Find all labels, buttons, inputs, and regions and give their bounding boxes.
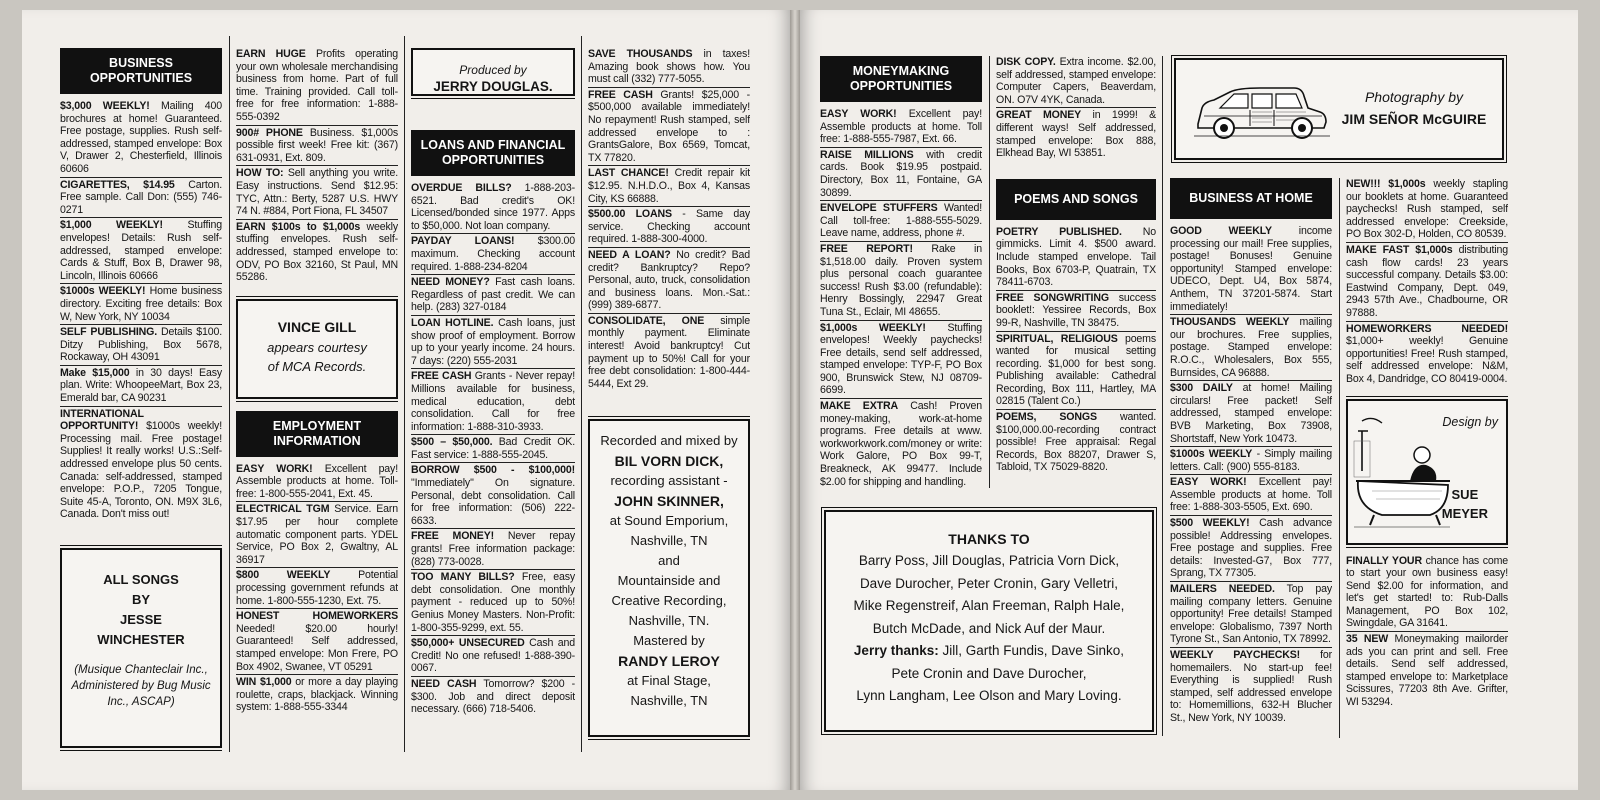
classified-ad bbox=[1346, 555, 1508, 633]
homeworkers-column bbox=[1346, 178, 1508, 738]
ad-text: at home! Mailing circulars! Free packet! Self addressed, stamped envelope: BVB Marketing, Box 73908, Shortstaff, New York 10473. bbox=[1170, 382, 1332, 445]
ad-text: Needed! $20.00 hourly! Guaranteed! Self addressed, stamped envelope: Mon Frere, PO Box 4902, Swanee, VT 05291 bbox=[236, 622, 398, 673]
ad-title: CONSOLIDATE, ONE bbox=[588, 314, 705, 327]
photographer-name: JIM SEÑOR McGUIRE bbox=[1341, 111, 1487, 127]
classified-ad bbox=[996, 56, 1156, 108]
classified-ad bbox=[411, 678, 575, 717]
section-heading: BUSINESS OPPORTUNITIES bbox=[60, 48, 222, 94]
credit-line: JESSE bbox=[120, 612, 162, 627]
jerry-thanks-label: Jerry thanks: bbox=[853, 643, 939, 658]
credit-line: Creative Recording, bbox=[611, 593, 727, 609]
ad-text: Moneymaking mailorder ads you can print and sell. Free details. Send self addressed, stamped envelope to: Marketplace Scissures, 77203 8th Ave. Grifter, WI 53294. bbox=[1346, 633, 1508, 709]
ad-text: $1000s weekly! Processing mail. Free postage! Supplies! It really works! U.S.:Self-addressed envelope plus 50 cents. Canada: self-addressed, stamped envelope: P.O.P., 7205 Tongue, Suite 45-A, Toronto, ON. M9X 3L6, Canada. Don't miss out! bbox=[60, 420, 222, 521]
classified-ad bbox=[411, 571, 575, 636]
credit-line: Mastered by bbox=[633, 633, 705, 649]
ad-title: $3,000 WEEKLY! bbox=[60, 100, 150, 112]
thanks-line: Lynn Langham, Lee Olson and Mary Loving. bbox=[856, 688, 1122, 703]
ad-text: chance has come to start your own business easy! Send $2.00 for information, and let's get started! to: Rub-Dalls Management, PO Box 102, Swingdale, GA 31641. bbox=[1346, 554, 1508, 630]
ad-text: $1,000+ weekly! Genuine opportunities! Free! Rush stamped, self addressed envelope: N&M, Box 4, Dandridge, CO 80419-0004. bbox=[1346, 335, 1508, 385]
section-heading: EMPLOYMENT INFORMATION bbox=[236, 411, 398, 457]
engineer-name: BIL VORN DICK, bbox=[614, 453, 724, 470]
ad-title: FREE MONEY! bbox=[411, 530, 494, 543]
ad-text: income processing our mail! Free supplies, postage! Bonuses! Genuine opportunity! Stamped envelope: UDECO, Dept. U4, Box 5874, Anthem, TN 37201-5874. Start immediately! bbox=[1170, 225, 1332, 313]
ad-title: TOO MANY BILLS? bbox=[411, 571, 515, 584]
bathtub-illustration-icon bbox=[1352, 411, 1452, 531]
ad-text: Details $100. Ditzy Publishing, Box 5678, Rockaway, OH 43091 bbox=[60, 326, 222, 364]
column-rule bbox=[581, 36, 582, 752]
ad-text: Excellent pay! Assemble products at home. Toll free: 1-888-555-7987, Ext. 66. bbox=[820, 108, 982, 146]
classified-ad bbox=[820, 243, 982, 321]
classified-ad bbox=[236, 569, 398, 609]
ad-title: WEEKLY PAYCHECKS! bbox=[1170, 649, 1301, 661]
design-credit-box bbox=[1346, 399, 1508, 545]
classified-ad bbox=[60, 219, 222, 284]
classified-ad bbox=[820, 149, 982, 201]
ad-text: Mailing 400 brochures at home! Guaranteed. Free postage, supplies. Rush self-addressed, stamped envelope: Box V, Drawer 2, Chesterfield, Illinois 60606 bbox=[60, 100, 222, 175]
classified-ad bbox=[236, 503, 398, 568]
ad-title: NEED MONEY? bbox=[411, 276, 490, 289]
mastering-name: RANDY LEROY bbox=[618, 653, 720, 670]
credit-line: BY bbox=[131, 592, 151, 607]
ad-title: CIGARETTES, $14.95 bbox=[60, 178, 175, 191]
booklet-spine bbox=[790, 10, 800, 790]
classified-ad bbox=[1346, 633, 1508, 710]
assistant-name: JOHN SKINNER, bbox=[614, 493, 724, 510]
ad-text: Grants - Never repay! Millions available for business, medical education, debt consolidation. Call for free information: 1-888-310-3933. bbox=[411, 370, 575, 433]
ad-title: $1000s WEEKLY bbox=[1170, 448, 1253, 461]
classified-ad bbox=[411, 637, 575, 677]
credit-line: Nashville, TN bbox=[630, 533, 708, 549]
ad-title: FREE SONGWRITING bbox=[996, 291, 1109, 304]
classified-ad bbox=[411, 276, 575, 316]
ad-title: EASY WORK! bbox=[236, 462, 313, 475]
classified-ad bbox=[236, 676, 398, 715]
classified-ad bbox=[1170, 382, 1332, 447]
ad-text: in 30 days! Easy plan. Write: WhoopeeMart, Box 23, Emerald bar, CA 90231 bbox=[60, 366, 222, 405]
classified-ad bbox=[1170, 649, 1332, 726]
ad-title: SAVE THOUSANDS bbox=[588, 48, 693, 60]
classified-ad bbox=[1170, 448, 1332, 475]
publisher-note: (Musique Chanteclair Inc., Administered by Bug Music Inc., ASCAP) bbox=[71, 664, 211, 708]
ad-text: Stuffing envelopes! Details: Rush self-addressed, stamped envelope: Cards & Stuff, Box B, Drawer 98, Lincoln, Illinois 60666 bbox=[60, 219, 222, 282]
ad-text: Extra income. $2.00, self addressed, stamped envelope: Computer Capers, Beaverdam, ON. O7V 4YK, Canada. bbox=[996, 56, 1156, 106]
producer-credit-box bbox=[411, 48, 575, 96]
ad-text: Cash and Credit! No one refused! 1-888-390-0067. bbox=[411, 637, 575, 675]
credit-line: of MCA Records. bbox=[267, 358, 367, 374]
ad-text: Profits operating your own wholesale merchandising business from home. Part of full time. Training provided. Call toll-free for free information: 1-888-555-0392 bbox=[236, 48, 398, 123]
ad-text: Tomorrow? $200 - $300. Job and direct deposit necessary. (666) 718-5406. bbox=[411, 677, 575, 716]
ad-title: $300 DAILY bbox=[1170, 382, 1233, 395]
ad-title: THOUSANDS WEEKLY bbox=[1170, 316, 1290, 329]
classified-ad bbox=[996, 333, 1156, 411]
classified-ad bbox=[60, 100, 222, 178]
ad-text: Potential processing government refunds at home. 1-800-555-1230, Ext. 75. bbox=[236, 569, 398, 607]
classified-ad bbox=[236, 127, 398, 167]
ad-text: - Same day service. Checking account required. 1-888-300-4000. bbox=[588, 208, 750, 246]
ad-text: Home business directory. Exciting free details: Box W, New York, NY 10034 bbox=[60, 285, 222, 323]
ad-title: POETRY PUBLISHED. bbox=[996, 225, 1122, 238]
ad-title: HOMEWORKERS NEEDED! bbox=[1346, 322, 1508, 335]
ad-title: FREE CASH bbox=[588, 88, 653, 101]
ad-text: for homemailers. No start-up fee! Everything is supplied! Rush stamped, self addressed envelope to: Homemillions, 632-H Blucher St., New York, NY 10039. bbox=[1170, 649, 1332, 724]
ad-text: poems wanted for musical setting recording. $1,000 for best song. Publishing available: Cathedral Recording, Box 111, Hartley, MA 02815 (Talent Co.) bbox=[996, 332, 1156, 408]
classified-ad bbox=[996, 109, 1156, 160]
classified-ad bbox=[1170, 517, 1332, 582]
ad-title: MAILERS NEEDED. bbox=[1170, 583, 1275, 596]
credit-line: and bbox=[658, 553, 680, 569]
ad-title: OVERDUE BILLS? bbox=[411, 182, 512, 194]
ad-title: 900# PHONE bbox=[236, 126, 303, 139]
ad-title: DISK COPY. bbox=[996, 56, 1056, 68]
ad-title: 35 NEW bbox=[1346, 633, 1389, 646]
ad-title: $1000s WEEKLY! bbox=[60, 285, 146, 298]
ad-title: MAKE EXTRA bbox=[820, 400, 898, 413]
ad-text: or more a day playing roulette, craps, blackjack. Winning system: 1-888-555-3344 bbox=[236, 676, 398, 714]
credit-line: Photography by bbox=[1364, 89, 1464, 105]
ad-text: - Simply mailing letters. Call: (900) 555-8183. bbox=[1170, 448, 1332, 473]
thanks-line: Pete Cronin and Dave Durocher, bbox=[891, 665, 1087, 681]
column-rule bbox=[1339, 178, 1340, 738]
ad-title: $50,000+ UNSECURED bbox=[411, 637, 525, 650]
ad-title: Make $15,000 bbox=[60, 366, 130, 379]
thanks-line: Dave Durocher, Peter Cronin, Gary Velletri, bbox=[859, 575, 1119, 591]
classified-ad bbox=[996, 226, 1156, 291]
classified-ad bbox=[820, 322, 982, 400]
classified-ad bbox=[1346, 323, 1508, 387]
ad-text: Bad Credit OK. Fast service: 1-888-555-2045. bbox=[411, 436, 575, 461]
section-heading: MONEYMAKING OPPORTUNITIES bbox=[820, 56, 982, 102]
loans-column bbox=[411, 48, 575, 764]
ad-text: Credit repair kit $12.95. N.H.D.O., Box 4, Kansas City, KS 66888. bbox=[588, 167, 750, 205]
ad-text: Excellent pay! Assemble products at home. Toll free: 1-888-303-5505, Ext. 690. bbox=[1170, 476, 1332, 514]
ad-text: $300.00 maximum. Checking account required. 1-888-234-8204 bbox=[411, 235, 575, 273]
ad-title: $1,000 WEEKLY! bbox=[60, 219, 163, 232]
thanks-line: Mike Regenstreif, Alan Freeman, Ralph Hale, bbox=[853, 598, 1125, 613]
classified-ad bbox=[60, 179, 222, 219]
ad-text: mailing our brochures. Free supplies, postage. Stamped envelope: R.O.C., Wholesalers, Box 555, Burnsides, CA 96888. bbox=[1170, 316, 1332, 379]
ad-text: Never repay grants! Free information package: (828) 773-0028. bbox=[411, 530, 575, 568]
credit-line: VINCE GILL bbox=[277, 318, 357, 335]
designer-last-name: MEYER bbox=[1441, 505, 1488, 521]
classified-ad bbox=[411, 235, 575, 275]
classified-ad bbox=[1170, 316, 1332, 381]
ad-text: 1-888-203-6521. Bad credit's OK! Licensed/bonded since 1977. Apps to $50,000. Not loan company. bbox=[411, 182, 575, 232]
classified-ad bbox=[411, 530, 575, 570]
classified-ad bbox=[1170, 583, 1332, 648]
classified-ad bbox=[1170, 225, 1332, 315]
credit-line: Mountainside and bbox=[617, 573, 721, 589]
classified-ad bbox=[411, 370, 575, 435]
section-heading: BUSINESS AT HOME bbox=[1170, 178, 1332, 219]
ad-title: SELF PUBLISHING. bbox=[60, 326, 158, 339]
classified-ad bbox=[588, 208, 750, 248]
ad-title: PAYDAY LOANS! bbox=[411, 235, 515, 248]
thanks-title: THANKS TO bbox=[948, 531, 1030, 547]
ad-title: EASY WORK! bbox=[1170, 476, 1247, 489]
ad-title: GREAT MONEY bbox=[996, 109, 1082, 122]
credit-line: Nashville, TN bbox=[630, 693, 708, 709]
ad-text: Rake in $1,518.00 daily. Proven system plus personal coach guarantee success! Rush $3.00 (refundable): Henry Bossingly, 22947 Great Tuna St., Eclair, MI 48655. bbox=[820, 242, 982, 318]
ad-title: EARN $100s to $1,000s bbox=[236, 220, 361, 233]
ad-title: FINALLY YOUR bbox=[1346, 554, 1422, 567]
column-rule bbox=[1162, 56, 1163, 736]
classified-ad bbox=[820, 400, 982, 489]
classified-ad bbox=[588, 315, 750, 392]
ad-text: Excellent pay! Assemble products at home. Toll-free: 1-800-555-2041, Ext. 45. bbox=[236, 462, 398, 500]
thanks-line: Barry Poss, Jill Douglas, Patricia Vorn Dick, bbox=[858, 553, 1120, 568]
ad-title: WIN $1,000 bbox=[236, 676, 292, 689]
ad-text: Cash! Proven money-making, work-at-home programs. Free details at www. workworkwork.com/money or write: Work Galore, PO Box 99-T, Breakneck, AK 99477. Include $2.00 for shipping and handling. bbox=[820, 400, 982, 488]
classified-ad bbox=[60, 408, 222, 522]
credit-line: Nashville, TN. bbox=[628, 613, 710, 629]
recording-credits-box bbox=[588, 419, 750, 737]
section-heading: POEMS AND SONGS bbox=[996, 179, 1156, 220]
ad-text: Cash advance possible! Addressing envelopes. Free postage and supplies. Free details: Invested-G7, Box 777, Sprang, TX 77305. bbox=[1170, 517, 1332, 580]
credit-line: at Final Stage, bbox=[627, 673, 711, 689]
classified-ad bbox=[588, 249, 750, 314]
classified-ad bbox=[236, 48, 398, 126]
classified-ad bbox=[236, 221, 398, 285]
ad-text: Free, easy debt consolidation. One monthly payment - reduced up to 50%! Genius Money Masters. Non-Profit: 1-800-355-9299, ext. 55. bbox=[411, 571, 575, 634]
classified-ad bbox=[236, 167, 398, 219]
ad-title: $500 WEEKLY! bbox=[1170, 517, 1250, 530]
ad-text: wanted. $100,000.00-recording contract possible! Free appraisal: Regal Records, Box 88207, Drawer S, Tabloid, TX 75029-8820. bbox=[996, 411, 1156, 474]
ad-title: $500.00 LOANS bbox=[588, 208, 672, 221]
woody-wagon-car-icon bbox=[1190, 78, 1330, 148]
ad-title: NEED CASH bbox=[411, 677, 477, 690]
ad-title: FREE CASH bbox=[411, 370, 472, 383]
classified-ad bbox=[820, 202, 982, 242]
classified-ad bbox=[411, 464, 575, 529]
ad-text: "Immediately" On signature. Personal, debt consolidation. Call for free information: (506) 222-6633. bbox=[411, 477, 575, 527]
ad-title: LAST CHANCE! bbox=[588, 167, 669, 180]
ad-text: success booklet!: Yessiree Records, Box 99-R, Nashville, TN 38475. bbox=[996, 291, 1156, 329]
ad-title: SPIRITUAL, RELIGIOUS bbox=[996, 332, 1118, 345]
ad-title: EASY WORK! bbox=[820, 108, 897, 120]
credit-line: ALL SONGS bbox=[103, 572, 179, 587]
classified-ad bbox=[820, 108, 982, 148]
column-rule bbox=[229, 36, 230, 752]
column-rule bbox=[989, 56, 990, 488]
ad-text: Carton. Free sample. Call Don: (555) 746-0271 bbox=[60, 178, 222, 216]
ad-text: No gimmicks. Limit 4. $500 award. Include stamped envelope. Tail Books, Box 6703-P, Quatrain, TX 78411-6703. bbox=[996, 225, 1156, 289]
classified-ad bbox=[60, 367, 222, 407]
ad-text: Cash loans, just show proof of employment. Borrow up to your yearly income. 24 hours. 7 days: (220) 555-2031 bbox=[411, 316, 575, 367]
classified-ad bbox=[411, 182, 575, 234]
classified-ad bbox=[996, 292, 1156, 332]
songwriter-credit-box bbox=[60, 548, 222, 748]
ad-title: BORROW $500 - $100,000! bbox=[411, 464, 575, 477]
ad-title: ENVELOPE STUFFERS bbox=[820, 202, 938, 215]
classified-ad bbox=[1346, 244, 1508, 322]
classified-ad bbox=[411, 317, 575, 369]
credit-line: Design by bbox=[1442, 414, 1498, 429]
photography-credit-box bbox=[1174, 58, 1504, 160]
ad-text: No credit? Bad credit? Bankruptcy? Repo? Personal, auto, truck, consolidation and business loans. Mon.-Sat.: (999) 389-6877. bbox=[588, 248, 750, 312]
ad-title: ELECTRICAL TGM bbox=[236, 503, 330, 516]
tax-and-loans-column bbox=[588, 48, 750, 764]
classified-ad bbox=[996, 411, 1156, 475]
credit-line: recording assistant - bbox=[610, 473, 728, 489]
classified-ad bbox=[236, 463, 398, 503]
credit-line: at Sound Emporium, bbox=[609, 513, 729, 529]
ad-title: LOAN HOTLINE. bbox=[411, 316, 494, 329]
ad-text: Grants! $25,000 - $500,000 available immediately! No repayment! Rush stamped, self addressed envelope to : GrantsGalore, Box 6569, Tomcat, TX 77820. bbox=[588, 88, 750, 164]
credit-line: Recorded and mixed by bbox=[600, 433, 738, 449]
credit-line: appears courtesy bbox=[267, 339, 367, 355]
ad-text: with credit cards. Book $19.95 postpaid. Directory, Box 11, Fontaine, GA 30899. bbox=[820, 148, 982, 199]
ad-text: Fast cash loans. Regardless of past credit. We can help. (283) 327-0184 bbox=[411, 276, 575, 314]
ad-text: Business. $1,000s possible first week! Free kit: (367) 631-0931, Ext. 809. bbox=[236, 126, 398, 164]
ad-title: HONEST HOMEWORKERS bbox=[236, 610, 398, 623]
ad-text: Service. Earn $17.95 per hour complete automatic component parts. YDEL Service, PO Box 2, Gwaltny, AL 36917 bbox=[236, 503, 398, 566]
thanks-line: Jill, Garth Fundis, Dave Sinko, bbox=[942, 643, 1125, 658]
classified-ad bbox=[1170, 476, 1332, 516]
classified-ad bbox=[1346, 178, 1508, 243]
classified-ad bbox=[60, 285, 222, 325]
designer-first-name: SUE bbox=[1451, 486, 1479, 502]
credit-line: WINCHESTER bbox=[97, 632, 185, 647]
ad-text: Stuffing envelopes! Weekly paychecks! Free details, send self addressed, stamped envelope: TYP-F, PO Box 900, Brunswick Stew, NJ 08709-6699. bbox=[820, 321, 982, 397]
classified-ad bbox=[588, 89, 750, 167]
ad-text: weekly stuffing envelopes. Rush self-addressed, stamped envelope to: ODV, PO Box 32160, St Paul, MN 55286. bbox=[236, 220, 398, 284]
ad-title: $500 – $50,000. bbox=[411, 436, 493, 449]
classified-ad bbox=[588, 167, 750, 207]
thanks-line: Butch McDade, and Nick Auf der Maur. bbox=[872, 620, 1106, 636]
ad-title: $800 WEEKLY bbox=[236, 569, 331, 582]
employment-column bbox=[236, 48, 398, 764]
ad-title: NEED A LOAN? bbox=[588, 248, 671, 261]
ad-text: Sell anything you write. Easy instructions. Send $12.95: TYC, Attn.: Berty, 5287 U.S. HWY 74 N. #884, Port Fiona, FL 34507 bbox=[236, 167, 398, 218]
ad-text: in taxes! Amazing book shows how. You must call (332) 777-5055. bbox=[588, 48, 750, 86]
ad-title: NEW!!! $1,000s bbox=[1346, 178, 1426, 190]
ad-text: weekly stapling our booklets at home. Guaranteed paychecks! Rush stamped, self addressed envelope: Creekside, PO Box 302-D, Holden, CO 80539. bbox=[1346, 178, 1508, 241]
classified-ad bbox=[411, 436, 575, 463]
classified-ad bbox=[236, 610, 398, 675]
ad-text: Wanted! Call toll-free: 1-888-555-5029. Leave name, address, phone #. bbox=[820, 202, 982, 240]
ad-title: RAISE MILLIONS bbox=[820, 148, 914, 161]
ad-text: Top pay mailing company letters. Genuine opportunity! Free details! Stamped envelope: Globalismo, 7397 North Tyrone St., San Antonio, TX 78992. bbox=[1170, 583, 1332, 646]
poems-and-songs-column bbox=[996, 56, 1156, 496]
ad-title: POEMS, SONGS bbox=[996, 411, 1097, 424]
thanks-box bbox=[824, 510, 1154, 732]
ad-title: GOOD WEEKLY bbox=[1170, 225, 1272, 237]
credit-line: Produced by bbox=[459, 63, 527, 77]
ad-text: simple monthly payment. Eliminate interest! Avoid bankruptcy! Cut payment up to 50%! Call for your free debt consolidation: 1-800-444-5444, Ext 29. bbox=[588, 314, 750, 390]
section-heading: LOANS AND FINANCIAL OPPORTUNITIES bbox=[411, 130, 575, 176]
classified-ad bbox=[588, 48, 750, 88]
column-rule bbox=[404, 36, 405, 752]
vince-gill-credit-box bbox=[236, 299, 398, 399]
producer-name: JERRY DOUGLAS. bbox=[433, 79, 553, 94]
ad-title: EARN HUGE bbox=[236, 48, 306, 60]
business-opportunities-column bbox=[60, 48, 222, 764]
ad-text: distributing cash flow cards! 23 years successful company. Details $3.00: Eastwind Company, Dept. 049, 2943 57th Ave., Chadbourne, OR 97888. bbox=[1346, 243, 1508, 319]
business-at-home-column bbox=[1170, 178, 1332, 738]
ad-title: FREE REPORT! bbox=[820, 242, 913, 255]
ad-title: $1,000s WEEKLY! bbox=[820, 321, 926, 334]
ad-title: HOW TO: bbox=[236, 167, 284, 180]
moneymaking-column bbox=[820, 56, 982, 496]
ad-title: INTERNATIONAL OPPORTUNITY! bbox=[60, 407, 144, 433]
classified-ad bbox=[60, 326, 222, 366]
ad-title: MAKE FAST $1,000s bbox=[1346, 243, 1453, 256]
ad-text: in 1999! & different ways! Self addressed, stamped envelope: Box 888, Elkhead Bay, WI 53851. bbox=[996, 109, 1156, 160]
